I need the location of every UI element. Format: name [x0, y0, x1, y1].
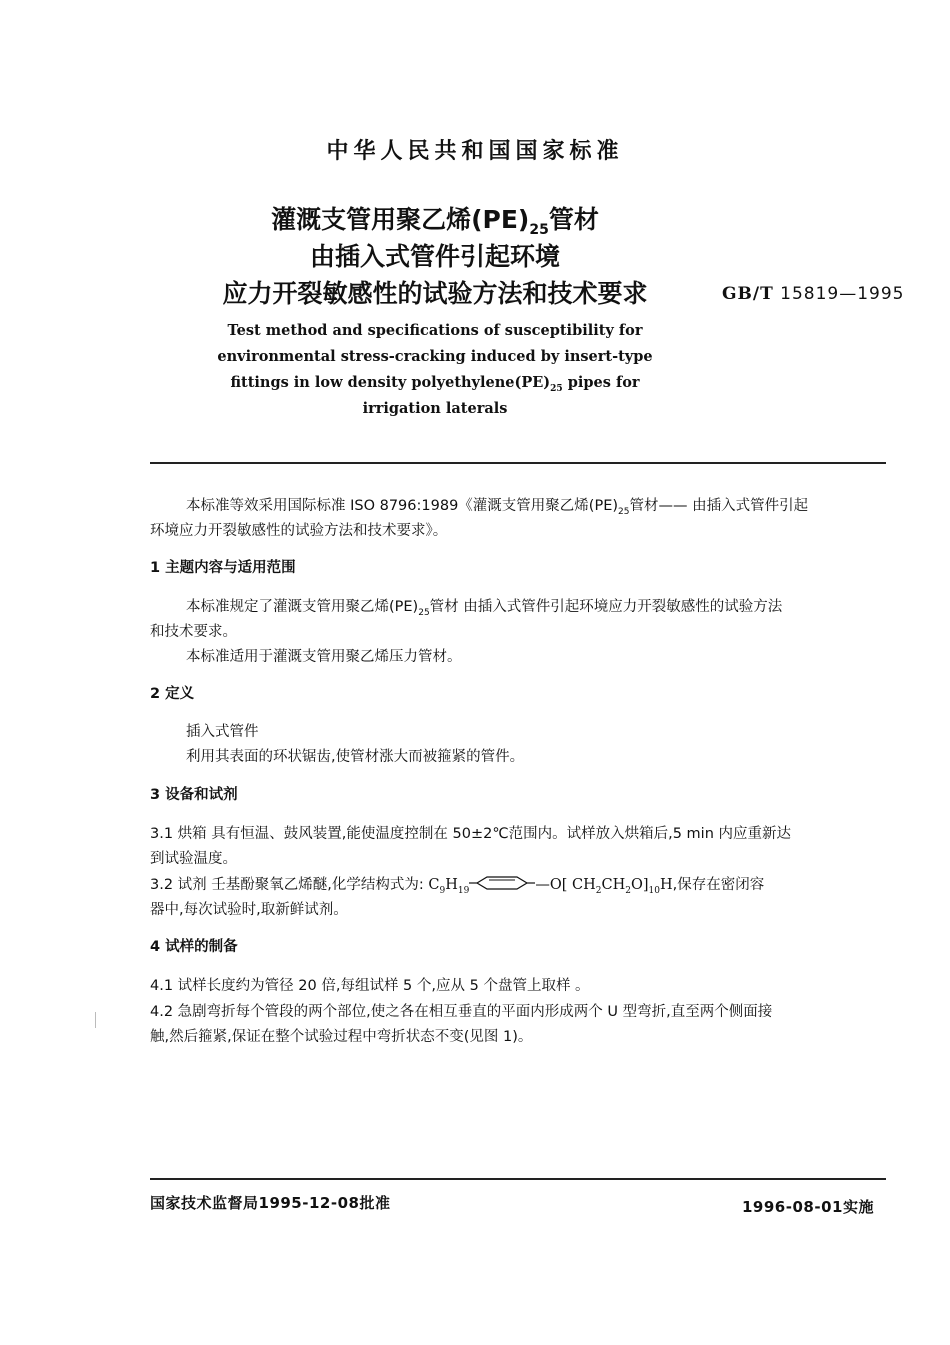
- clause-3-1-line-2: 到试验温度。: [150, 851, 237, 867]
- title-cn-line-3: 应力开裂敏感性的试验方法和技术要求: [222, 279, 648, 308]
- section-1-para-1-line-1: 本标准规定了灌溉支管用聚乙烯$(PE)_{25}$管材 由插入式管件引起环境应力开裂敏感性的试验方法: [186, 599, 783, 618]
- chemical-formula: $C_9H_{19}$ —O[ $CH_2CH_2O]_{10}H$: [428, 877, 673, 896]
- clause-4-2-line-2: 触,然后箍紧,保证在整个试验过程中弯折状态不变(见图 1)。: [150, 1029, 533, 1045]
- header-divider: [150, 462, 886, 464]
- benzene-ring-icon: [469, 875, 535, 895]
- title-en-line-1: Test method and specifications of susceptibility for: [227, 322, 643, 339]
- clause-3-2-line-2: 器中,每次试验时,取新鲜试剂。: [150, 902, 348, 918]
- clause-3-1-line-1: 3.1 烘箱 具有恒温、鼓风装置,能使温度控制在 50±2℃范围内。试样放入烘箱后,5 min 内应重新达: [150, 826, 791, 842]
- section-1-para-1-line-2: 和技术要求。: [150, 624, 237, 640]
- clause-4-1: 4.1 试样长度约为管径 20 倍,每组试样 5 个,应从 5 个盘管上取样 。: [150, 978, 590, 994]
- title-en-line-3: fittings in low density $polyethylene(PE)_{25}$ pipes for: [230, 374, 640, 394]
- title-cn-line-1: 灌溉支管用聚乙烯$(PE)_{25}$管材: [271, 205, 599, 238]
- standard-code: GB/T 15819—1995: [722, 284, 905, 304]
- title-en-line-2: environmental stress-cracking induced by insert-type: [217, 348, 653, 365]
- section-1-heading: 1 主题内容与适用范围: [150, 560, 296, 576]
- definition-text: 利用其表面的环状锯齿,使管材涨大而被箍紧的管件。: [186, 749, 525, 765]
- intro-line-1: 本标准等效采用国际标准 ISO 8796:1989《灌溉支管用聚乙烯$(PE)_{25}$管材—— 由插入式管件引起: [186, 498, 809, 517]
- section-3-heading: 3 设备和试剂: [150, 787, 238, 803]
- title-en-line-4: irrigation laterals: [362, 400, 508, 417]
- implementation-date: 1996-08-01实施: [742, 1198, 874, 1216]
- clause-4-2-line-1: 4.2 急剧弯折每个管段的两个部位,使之各在相互垂直的平面内形成两个 U 型弯折,直至两个侧面接: [150, 1004, 773, 1020]
- section-4-heading: 4 试样的制备: [150, 939, 238, 955]
- title-cn-line-2: 由插入式管件引起环境: [309, 242, 560, 271]
- footer-divider: [150, 1178, 886, 1180]
- intro-line-2: 环境应力开裂敏感性的试验方法和技术要求》。: [150, 523, 448, 539]
- margin-mark: [95, 1012, 96, 1028]
- section-2-heading: 2 定义: [150, 686, 195, 702]
- national-standard-header: 中华人民共和国国家标准: [326, 139, 624, 164]
- approval-date: 国家技术监督局1995-12-08批准: [150, 1194, 391, 1212]
- clause-3-2-line-1: 3.2 试剂 壬基酚聚氧乙烯醚,化学结构式为: $C_9H_{19}$ —O[ $CH_2CH_2O]_{10}H$,保存在密闭容: [150, 877, 765, 896]
- definition-term: 插入式管件: [186, 724, 259, 740]
- section-1-para-2: 本标准适用于灌溉支管用聚乙烯压力管材。: [186, 649, 462, 665]
